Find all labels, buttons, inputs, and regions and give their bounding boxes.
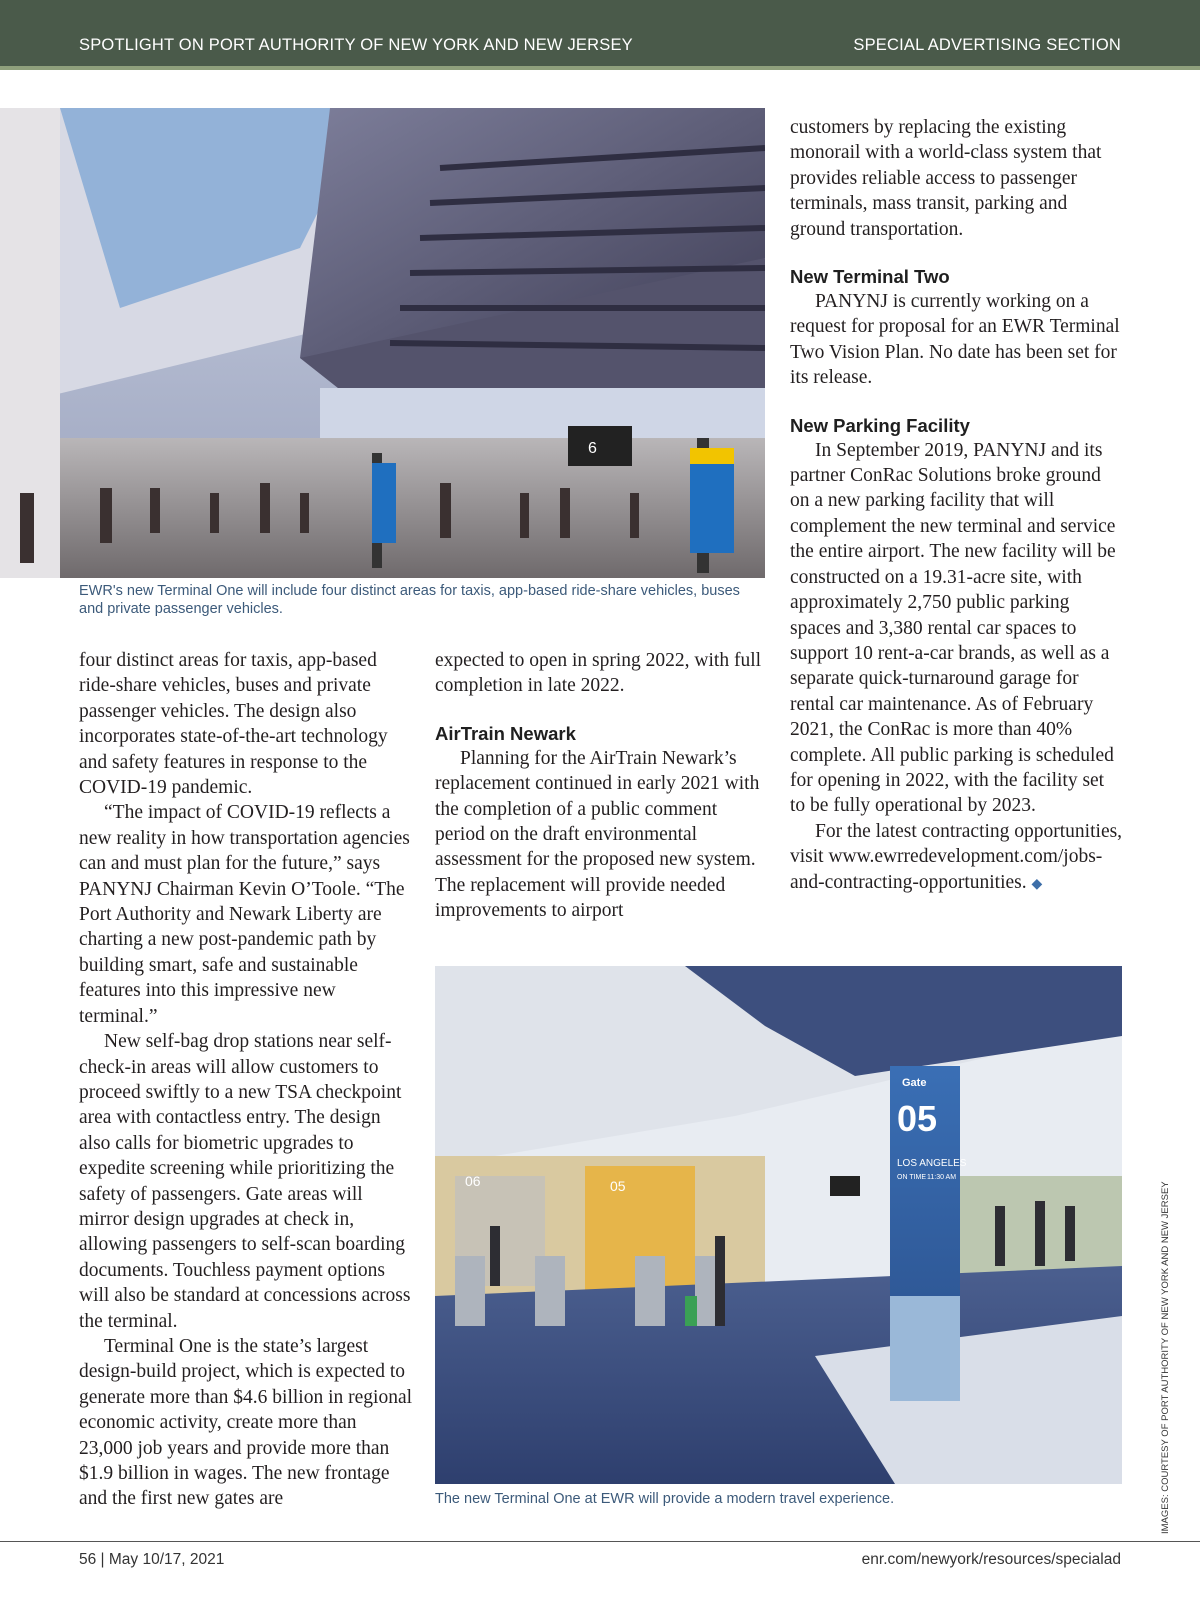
gate-05-marker: 05 (610, 1178, 626, 1194)
col1-paragraph: New self-bag drop stations near self-check-in areas will allow customers to proceed swiftly to a new TSA checkpoint area with contactless entry. The design also calls for biometric upgrades to expedite screening while prioritizing the safety of passengers. Gate areas will mirror design upgrades at check in, allowing passengers to self-scan boarding documents. Touchless payment options will also be standard at concessions across the terminal. (79, 1031, 411, 1332)
gate-sign-status: ON TIME (897, 1174, 927, 1181)
col1-paragraph: Terminal One is the state’s largest design-build project, which is expected to generate more than $4.6 billion in regional economic activity, create more than 23,000 job years and provide more than $1.9 billion in wages. The new frontage and the first new gates are (79, 1335, 413, 1510)
header-bar (0, 0, 1200, 66)
gate-06-marker: 06 (465, 1173, 481, 1189)
header-section-title: SPOTLIGHT ON PORT AUTHORITY OF NEW YORK AND NEW JERSEY (79, 36, 633, 54)
article-column-1 (79, 648, 415, 1512)
gate-sign-number: 05 (897, 1098, 938, 1139)
bottom-photo-caption: The new Terminal One at EWR will provide a modern travel experience. (435, 1491, 895, 1507)
gate-sign-destination: LOS ANGELES (897, 1158, 967, 1169)
terminal-frontage-photo (0, 108, 765, 578)
col3-paragraph: In September 2019, PANYNJ and its partner ConRac Solutions broke ground on a new parking facility that will complement the new terminal and service the entire airport. The new facility will be constructed on a 19.31-acre site, with approximately 2,750 public parking spaces and 3,380 rental car spaces to support 10 rent-a-car brands, as well as a separate quick-turnaround garage for rental car maintenance. As of February 2021, the ConRac is more than 40% complete. All public parking is scheduled for opening in 2022, with the facility set to be fully operational by 2023. (790, 439, 1116, 817)
contracting-link-text[interactable]: For the latest contracting opportunities, visit www.ewrredevelopment.com/jobs-and-contracting-opportunities. (790, 820, 1123, 893)
top-photo-caption: EWR's new Terminal One will include four distinct areas for taxis, app-based ride-share vehicles, buses and private passenger vehicles. (79, 583, 740, 617)
col3-closing-paragraph (790, 819, 1124, 897)
col3-paragraph: customers by replacing the existing monorail with a world-class system that provides reliable access to passenger terminals, mass transit, parking and ground transportation. (790, 117, 1102, 240)
terminal-two-heading: New Terminal Two (790, 266, 950, 288)
parking-facility-heading: New Parking Facility (790, 414, 970, 436)
col1-paragraph: four distinct areas for taxis, app-based ride-share vehicles, buses and private passenger vehicles. The design also incorporates state-of-the-art technology and safety features in response to the COVID-19 pandemic. (79, 650, 388, 799)
col2-paragraph: Planning for the AirTrain Newark’s replacement continued in early 2021 with the completion of a public comment period on the draft environmental assessment for the proposed new system. The replacement will provide needed improvements to airport (435, 747, 760, 922)
header-ad-label: SPECIAL ADVERTISING SECTION (853, 36, 1121, 54)
col1-quote-paragraph: “The impact of COVID-19 reflects a new reality in how transportation agencies can and must plan for the future,” says PANYNJ Chairman Kevin O’Toole. “The Port Authority and Newark Liberty are charting a new post-pandemic path by building smart, safe and sustainable features into this impressive new terminal.” (79, 802, 410, 1027)
article-column-3 (790, 115, 1124, 897)
end-mark-icon: ◆ (1031, 876, 1043, 892)
article-column-2 (435, 648, 765, 924)
col3-paragraph: PANYNJ is currently working on a request for proposal for an EWR Terminal Two Vision Plan. No date has been set for its release. (790, 291, 1120, 389)
gate-sign-label: Gate (902, 1077, 927, 1089)
footer-divider (0, 1541, 1200, 1542)
col2-paragraph: expected to open in spring 2022, with full completion in late 2022. (435, 650, 762, 697)
gate-area-photo (435, 966, 1122, 1484)
footer-url-link[interactable]: enr.com/newyork/resources/specialad (861, 1551, 1121, 1568)
gate-sign-time: 11:30 AM (927, 1174, 957, 1181)
header-accent-line (0, 66, 1200, 70)
footer-page-info: 56 | May 10/17, 2021 (79, 1551, 225, 1568)
airtrain-heading: AirTrain Newark (435, 722, 576, 744)
image-credit: IMAGES: COURTESY OF PORT AUTHORITY OF NEW YORK AND NEW JERSEY (1160, 1181, 1171, 1534)
top-photo-sign: 6 (588, 440, 597, 457)
